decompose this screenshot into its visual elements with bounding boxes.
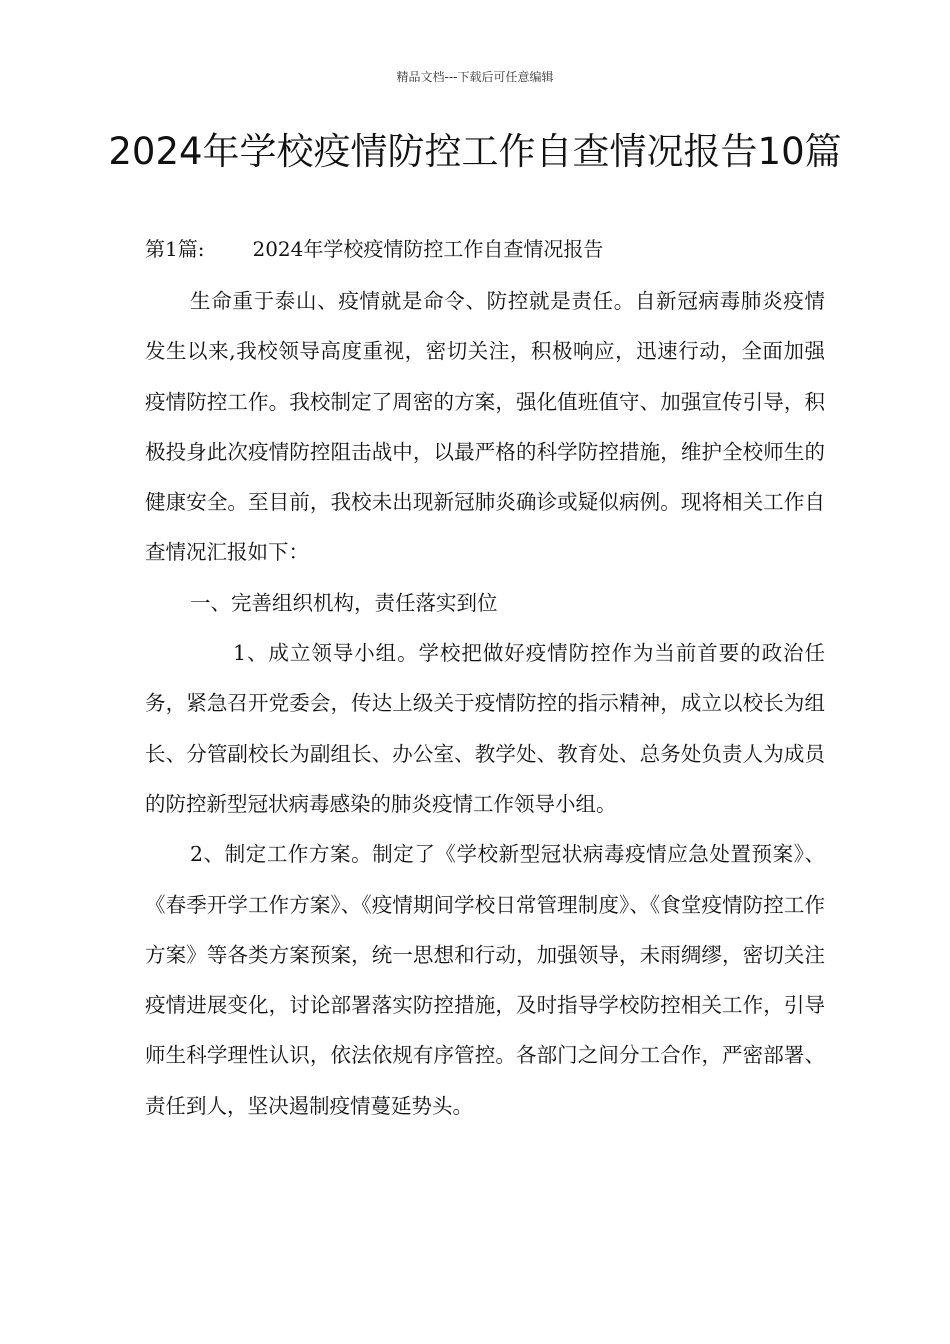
document-title: 2024年学校疫情防控工作自查情况报告10篇 [108, 130, 842, 173]
section-heading: 一、完善组织机构，责任落实到位 [190, 590, 498, 615]
document-body [145, 276, 825, 1131]
chapter-title: 2024年学校疫情防控工作自查情况报告 [252, 237, 604, 261]
chapter-heading [145, 234, 603, 264]
header-note: 精品文档---下载后可任意编辑 [396, 70, 554, 84]
paragraph-intro: 生命重于泰山、疫情就是命令、防控就是责任。自新冠病毒肺炎疫情发生以来,我校领导高度重视，密切关注，积极响应，迅速行动，全面加强疫情防控工作。我校制定了周密的方案，强化值班值守、加强宣传引导，积极投身此次疫情防控阻击战中，以最严格的科学防控措施，维护全校师生的健康安全。至目前，我校未出现新冠肺炎确诊或疑似病例。现将相关工作自查情况汇报如下： [145, 289, 825, 565]
paragraph-item-2: 2、制定工作方案。制定了《学校新型冠状病毒疫情应急处置预案》、《春季开学工作方案》、《疫情期间学校日常管理制度》、《食堂疫情防控工作方案》等各类方案预案，统一思想和行动，加强领导，未雨绸缪，密切关注疫情进展变化，讨论部署落实防控措施，及时指导学校防控相关工作，引导师生科学理性认识，依法依规有序管控。各部门之间分工合作，严密部署、责任到人，坚决遏制疫情蔓延势头。 [145, 842, 825, 1118]
paragraph-item-1: 1、成立领导小组。学校把做好疫情防控作为当前首要的政治任务，紧急召开党委会，传达上级关于疫情防控的指示精神，成立以校长为组长、分管副校长为副组长、办公室、教学处、教育处、总务处负责人为成员的防控新型冠状病毒感染的肺炎疫情工作领导小组。 [145, 641, 825, 816]
chapter-label: 第1篇: [145, 237, 205, 261]
